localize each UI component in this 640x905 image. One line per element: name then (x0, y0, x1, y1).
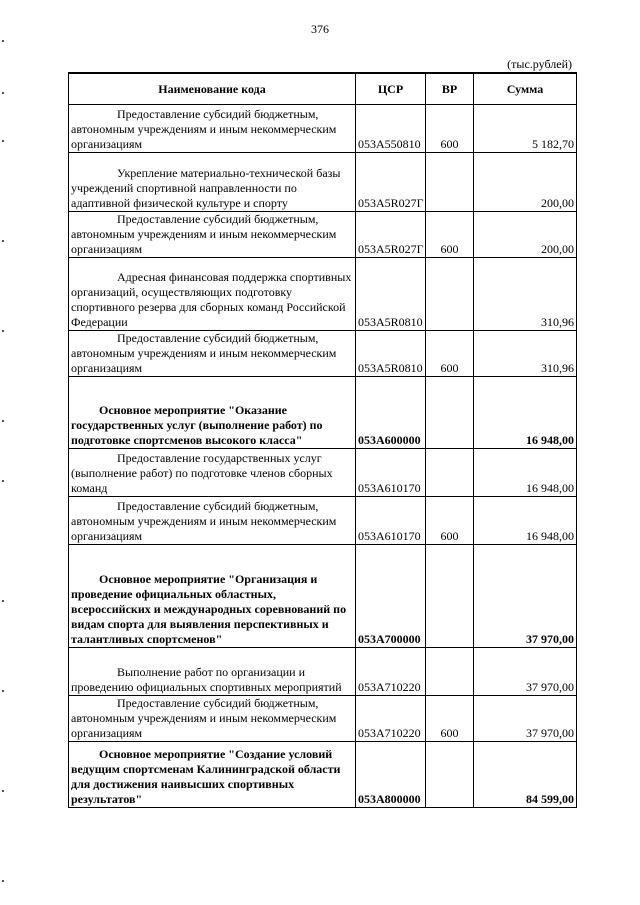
units-label: (тыс.рублей) (507, 57, 572, 71)
row-name-cell: Адресная финансовая поддержка спортивных организаций, осуществляющих подготовку спортивного резерва для сборных команд Российской Федерации (69, 258, 356, 331)
table-row (69, 449, 577, 497)
row-name-cell: Предоставление субсидий бюджетным, автономным учреждениям и иным некоммерческим организациям (69, 212, 356, 258)
row-sum-cell: 37 970,00 (474, 696, 577, 742)
row-vr-cell: 600 (426, 105, 474, 153)
row-csr-cell: 053А5R027Г (356, 153, 426, 212)
header-sum: Сумма (474, 73, 577, 105)
row-sum-cell: 16 948,00 (474, 497, 577, 545)
row-name-cell: Основное мероприятие "Создание условий ведущим спортсменам Калининградской области для достижения наивысших спортивных результатов" (69, 742, 356, 808)
page-number: 376 (311, 22, 329, 36)
row-name-cell: Основное мероприятие "Оказание государственных услуг (выполнение работ) по подготовке спортсменов высокого класса" (69, 377, 356, 449)
row-csr-cell: 053А600000 (356, 377, 426, 449)
table-row (69, 331, 577, 377)
row-sum-cell: 310,96 (474, 331, 577, 377)
table-row (69, 497, 577, 545)
header-vr: ВР (426, 73, 474, 105)
row-sum-cell: 16 948,00 (474, 377, 577, 449)
row-vr-cell (426, 545, 474, 648)
table-row (69, 377, 577, 449)
row-sum-cell: 200,00 (474, 153, 577, 212)
table-row (69, 212, 577, 258)
row-name-cell: Выполнение работ по организации и проведению официальных спортивных мероприятий (69, 648, 356, 696)
row-csr-cell: 053А610170 (356, 449, 426, 497)
row-name-cell: Основное мероприятие "Организация и проведение официальных областных, всероссийских и международных соревнований по видам спорта для выявления перспективных и талантливых спортсменов" (69, 545, 356, 648)
row-vr-cell: 600 (426, 331, 474, 377)
scan-margin-marks (0, 0, 6, 905)
row-csr-cell: 053А700000 (356, 545, 426, 648)
row-name-cell: Укрепление материально-технической базы учреждений спортивной направленности по адаптивной физической культуре и спорту (69, 153, 356, 212)
table-row (69, 105, 577, 153)
row-sum-cell: 37 970,00 (474, 648, 577, 696)
row-vr-cell (426, 153, 474, 212)
row-vr-cell: 600 (426, 696, 474, 742)
row-vr-cell (426, 258, 474, 331)
row-sum-cell: 310,96 (474, 258, 577, 331)
row-name-cell: Предоставление субсидий бюджетным, автономным учреждениям и иным некоммерческим организациям (69, 105, 356, 153)
row-csr-cell: 053А610170 (356, 497, 426, 545)
row-vr-cell: 600 (426, 497, 474, 545)
row-name-cell: Предоставление субсидий бюджетным, автономным учреждениям и иным некоммерческим организациям (69, 331, 356, 377)
row-sum-cell: 37 970,00 (474, 545, 577, 648)
header-csr: ЦСР (356, 73, 426, 105)
table-row (69, 742, 577, 808)
row-sum-cell: 84 599,00 (474, 742, 577, 808)
row-vr-cell (426, 648, 474, 696)
row-csr-cell: 053А710220 (356, 696, 426, 742)
row-csr-cell: 053А800000 (356, 742, 426, 808)
row-name-cell: Предоставление субсидий бюджетным, автономным учреждениям и иным некоммерческим организациям (69, 696, 356, 742)
row-sum-cell: 5 182,70 (474, 105, 577, 153)
table-row (69, 258, 577, 331)
header-name: Наименование кода (69, 73, 356, 105)
row-sum-cell: 200,00 (474, 212, 577, 258)
row-csr-cell: 053А550810 (356, 105, 426, 153)
row-name-cell: Предоставление субсидий бюджетным, автономным учреждениям и иным некоммерческим организациям (69, 497, 356, 545)
table-row (69, 153, 577, 212)
table-body (69, 105, 577, 808)
row-csr-cell: 053А5R027Г (356, 212, 426, 258)
row-csr-cell: 053А5R0810 (356, 258, 426, 331)
row-sum-cell: 16 948,00 (474, 449, 577, 497)
row-vr-cell (426, 742, 474, 808)
table-header-row (69, 73, 577, 105)
row-csr-cell: 053А5R0810 (356, 331, 426, 377)
budget-table (68, 72, 577, 808)
table-row (69, 648, 577, 696)
row-vr-cell: 600 (426, 212, 474, 258)
table-row (69, 545, 577, 648)
row-csr-cell: 053А710220 (356, 648, 426, 696)
row-vr-cell (426, 377, 474, 449)
table-row (69, 696, 577, 742)
row-name-cell: Предоставление государственных услуг (выполнение работ) по подготовке членов сборных команд (69, 449, 356, 497)
row-vr-cell (426, 449, 474, 497)
